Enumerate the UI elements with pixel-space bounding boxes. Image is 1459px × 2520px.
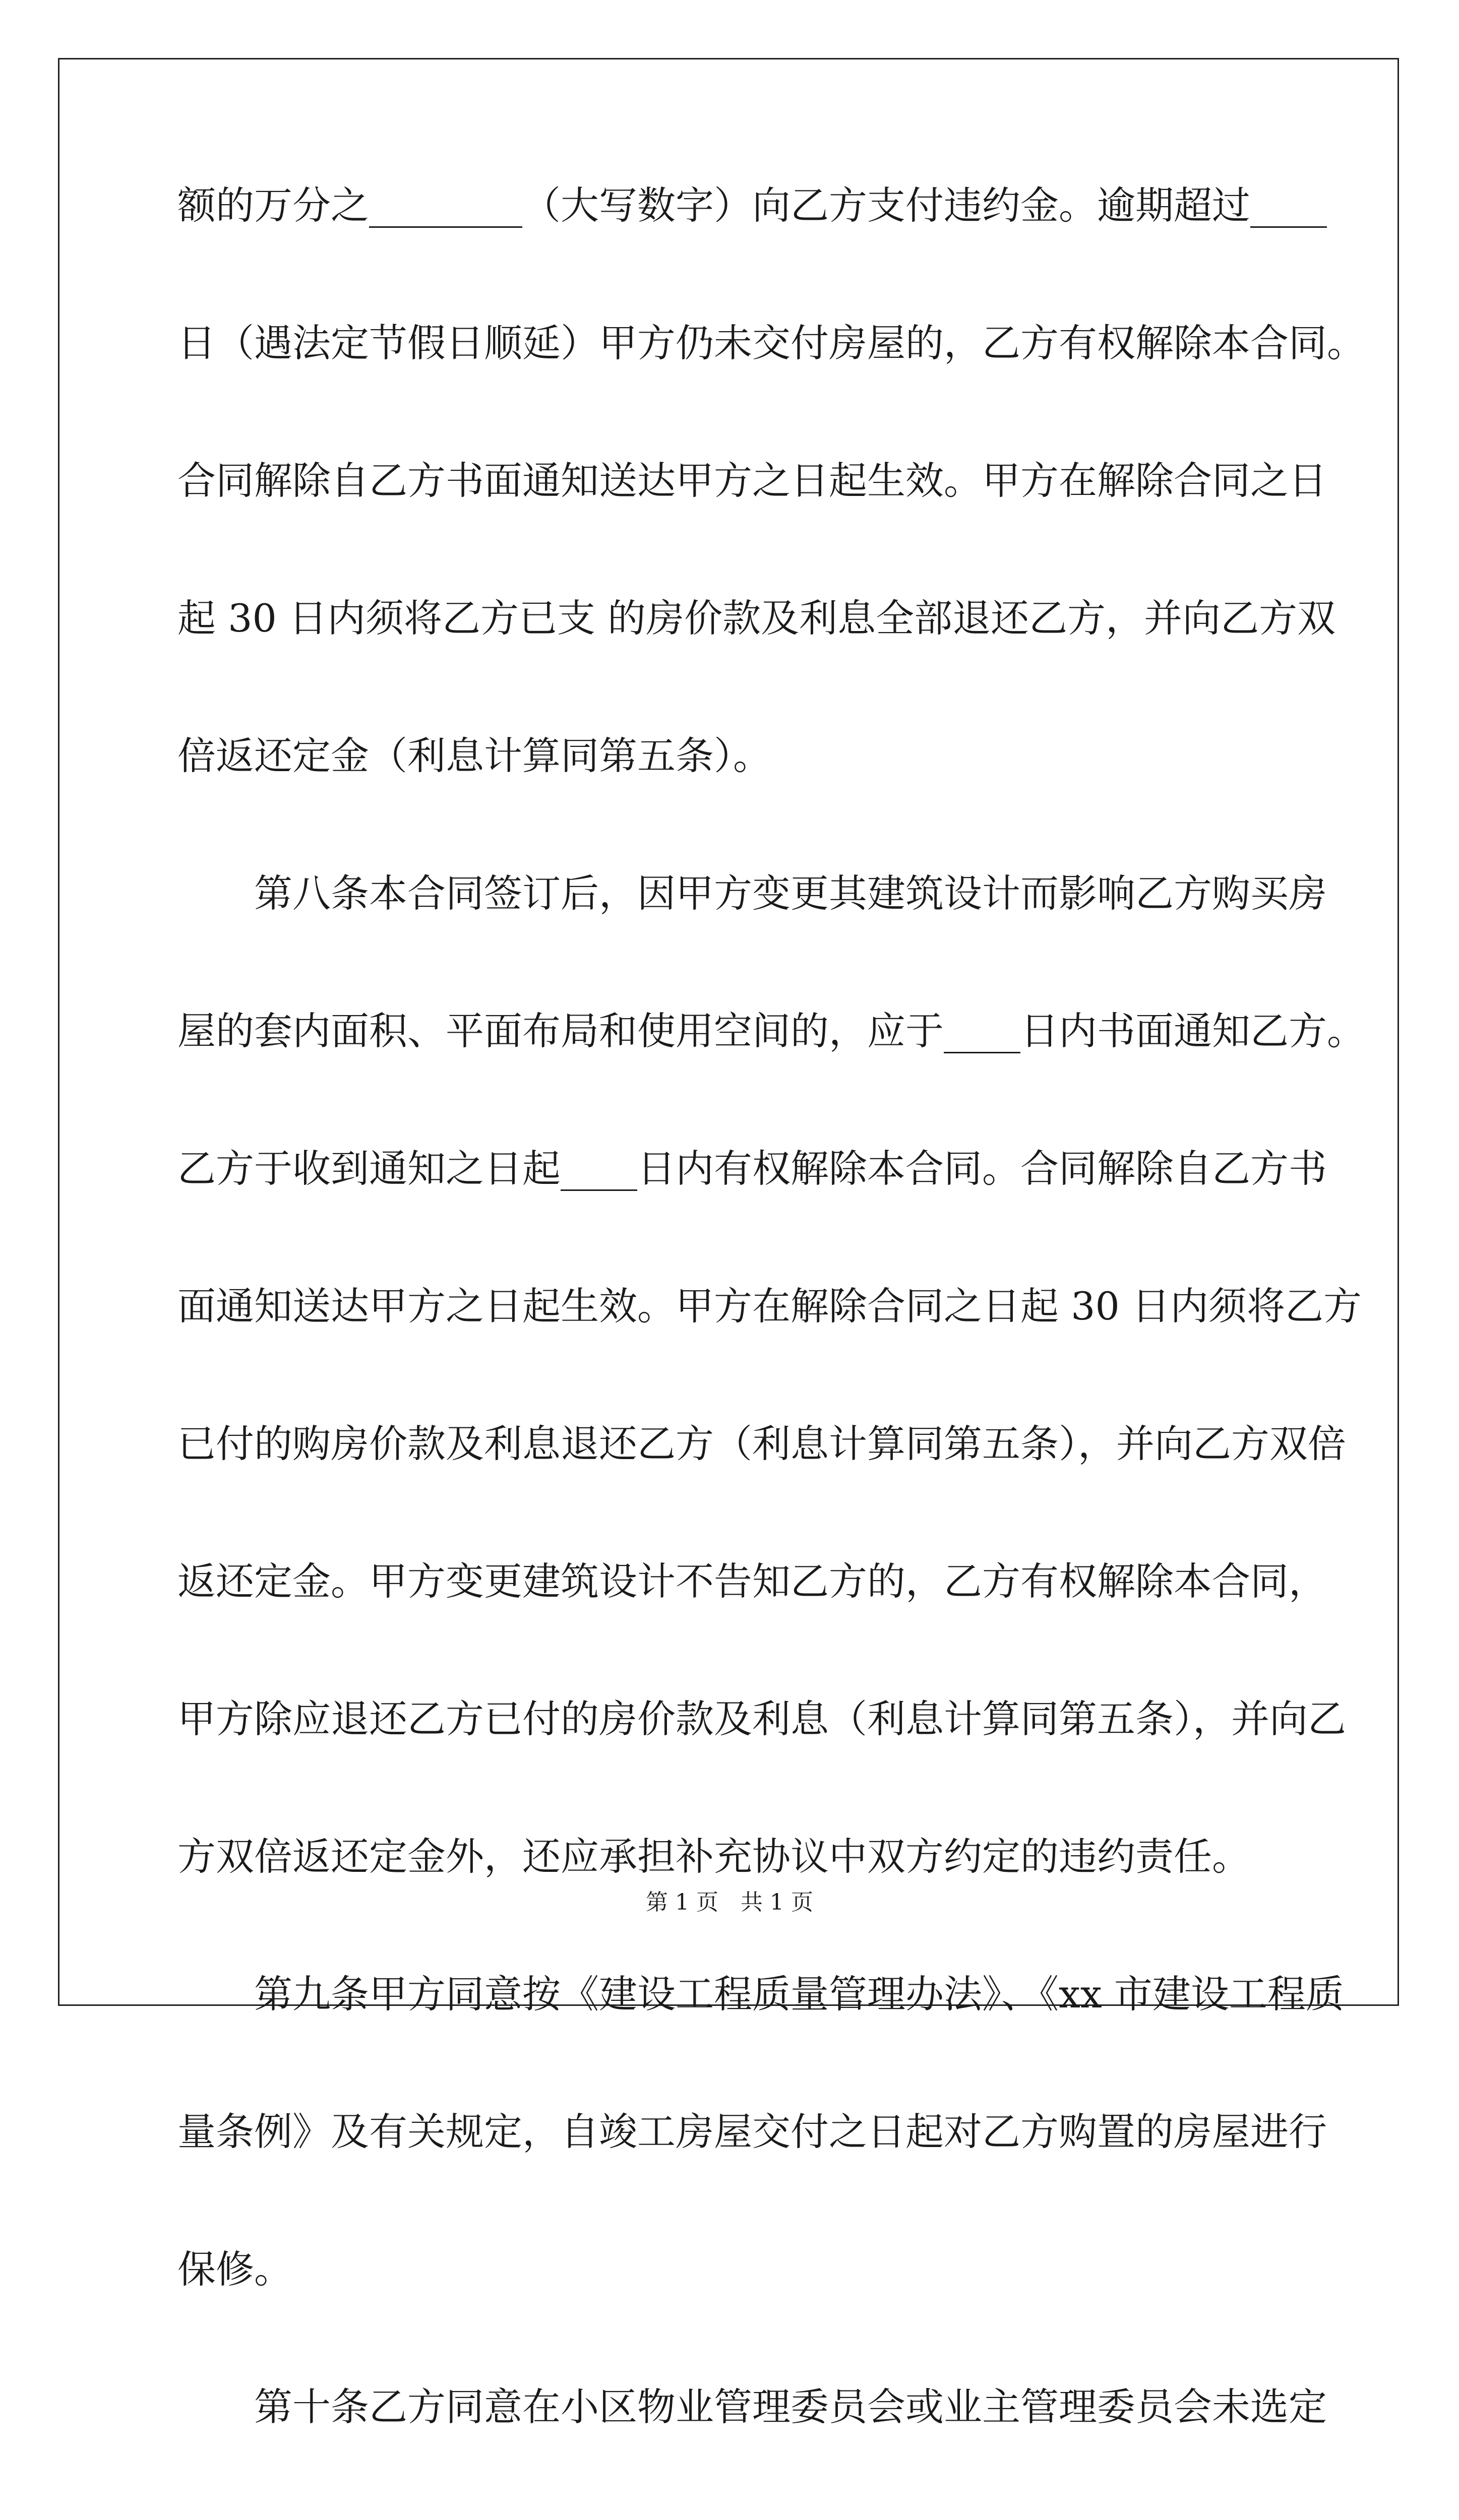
page-number: 第 1 页 — [646, 1889, 718, 1915]
text-line: 已付的购房价款及利息退还乙方（利息计算同第五条），并向乙方双倍 — [177, 1421, 1346, 1466]
text-line: 起 30 日内须将乙方已支 的房价款及利息全部退还乙方，并向乙方双 — [177, 596, 1336, 641]
text-line: 方双倍返还定金外，还应承担补充协议中双方约定的违约责任。 — [177, 1834, 1250, 1879]
text-line: 第八条本合同签订后，因甲方变更其建筑设计而影响乙方购买房 — [254, 871, 1327, 916]
text-line: 倍返还定金（利息计算同第五条）。 — [177, 733, 771, 778]
document-body — [177, 183, 1365, 2520]
text-line: 屋的套内面积、平面布局和使用空间的，应于____日内书面通知乙方。 — [177, 1009, 1365, 1053]
text-line: 乙方于收到通知之日起____日内有权解除本合同。合同解除自乙方书 — [177, 1146, 1327, 1191]
text-line: 面通知送达甲方之日起生效。甲方在解除合同之日起 30 日内须将乙方 — [177, 1284, 1362, 1329]
text-line: 合同解除自乙方书面通知送达甲方之日起生效。甲方在解除合同之日 — [177, 458, 1327, 503]
text-line: 额的万分之________（大写数字）向乙方支付违约金。逾期超过____ — [177, 183, 1327, 228]
text-line: 保修。 — [177, 2247, 292, 2292]
page-total: 共 1 页 — [741, 1889, 813, 1915]
text-line: 返还定金。甲方变更建筑设计不告知乙方的，乙方有权解除本合同， — [177, 1559, 1327, 1604]
text-line: 第九条甲方同意按《建设工程质量管理办法》、《xx 市建设工程质 — [254, 1972, 1344, 2017]
text-line: 第十条乙方同意在小区物业管理委员会或业主管理委员会未选定 — [254, 2384, 1327, 2429]
page-footer — [0, 1890, 1459, 1915]
text-line: 量条例》及有关规定，自竣工房屋交付之日起对乙方购置的房屋进行 — [177, 2109, 1327, 2154]
text-line: 日（遇法定节假日顺延）甲方仍未交付房屋的，乙方有权解除本合同。 — [177, 321, 1365, 365]
text-line: 甲方除应退还乙方已付的房价款及利息（利息计算同第五条），并向乙 — [177, 1696, 1346, 1741]
